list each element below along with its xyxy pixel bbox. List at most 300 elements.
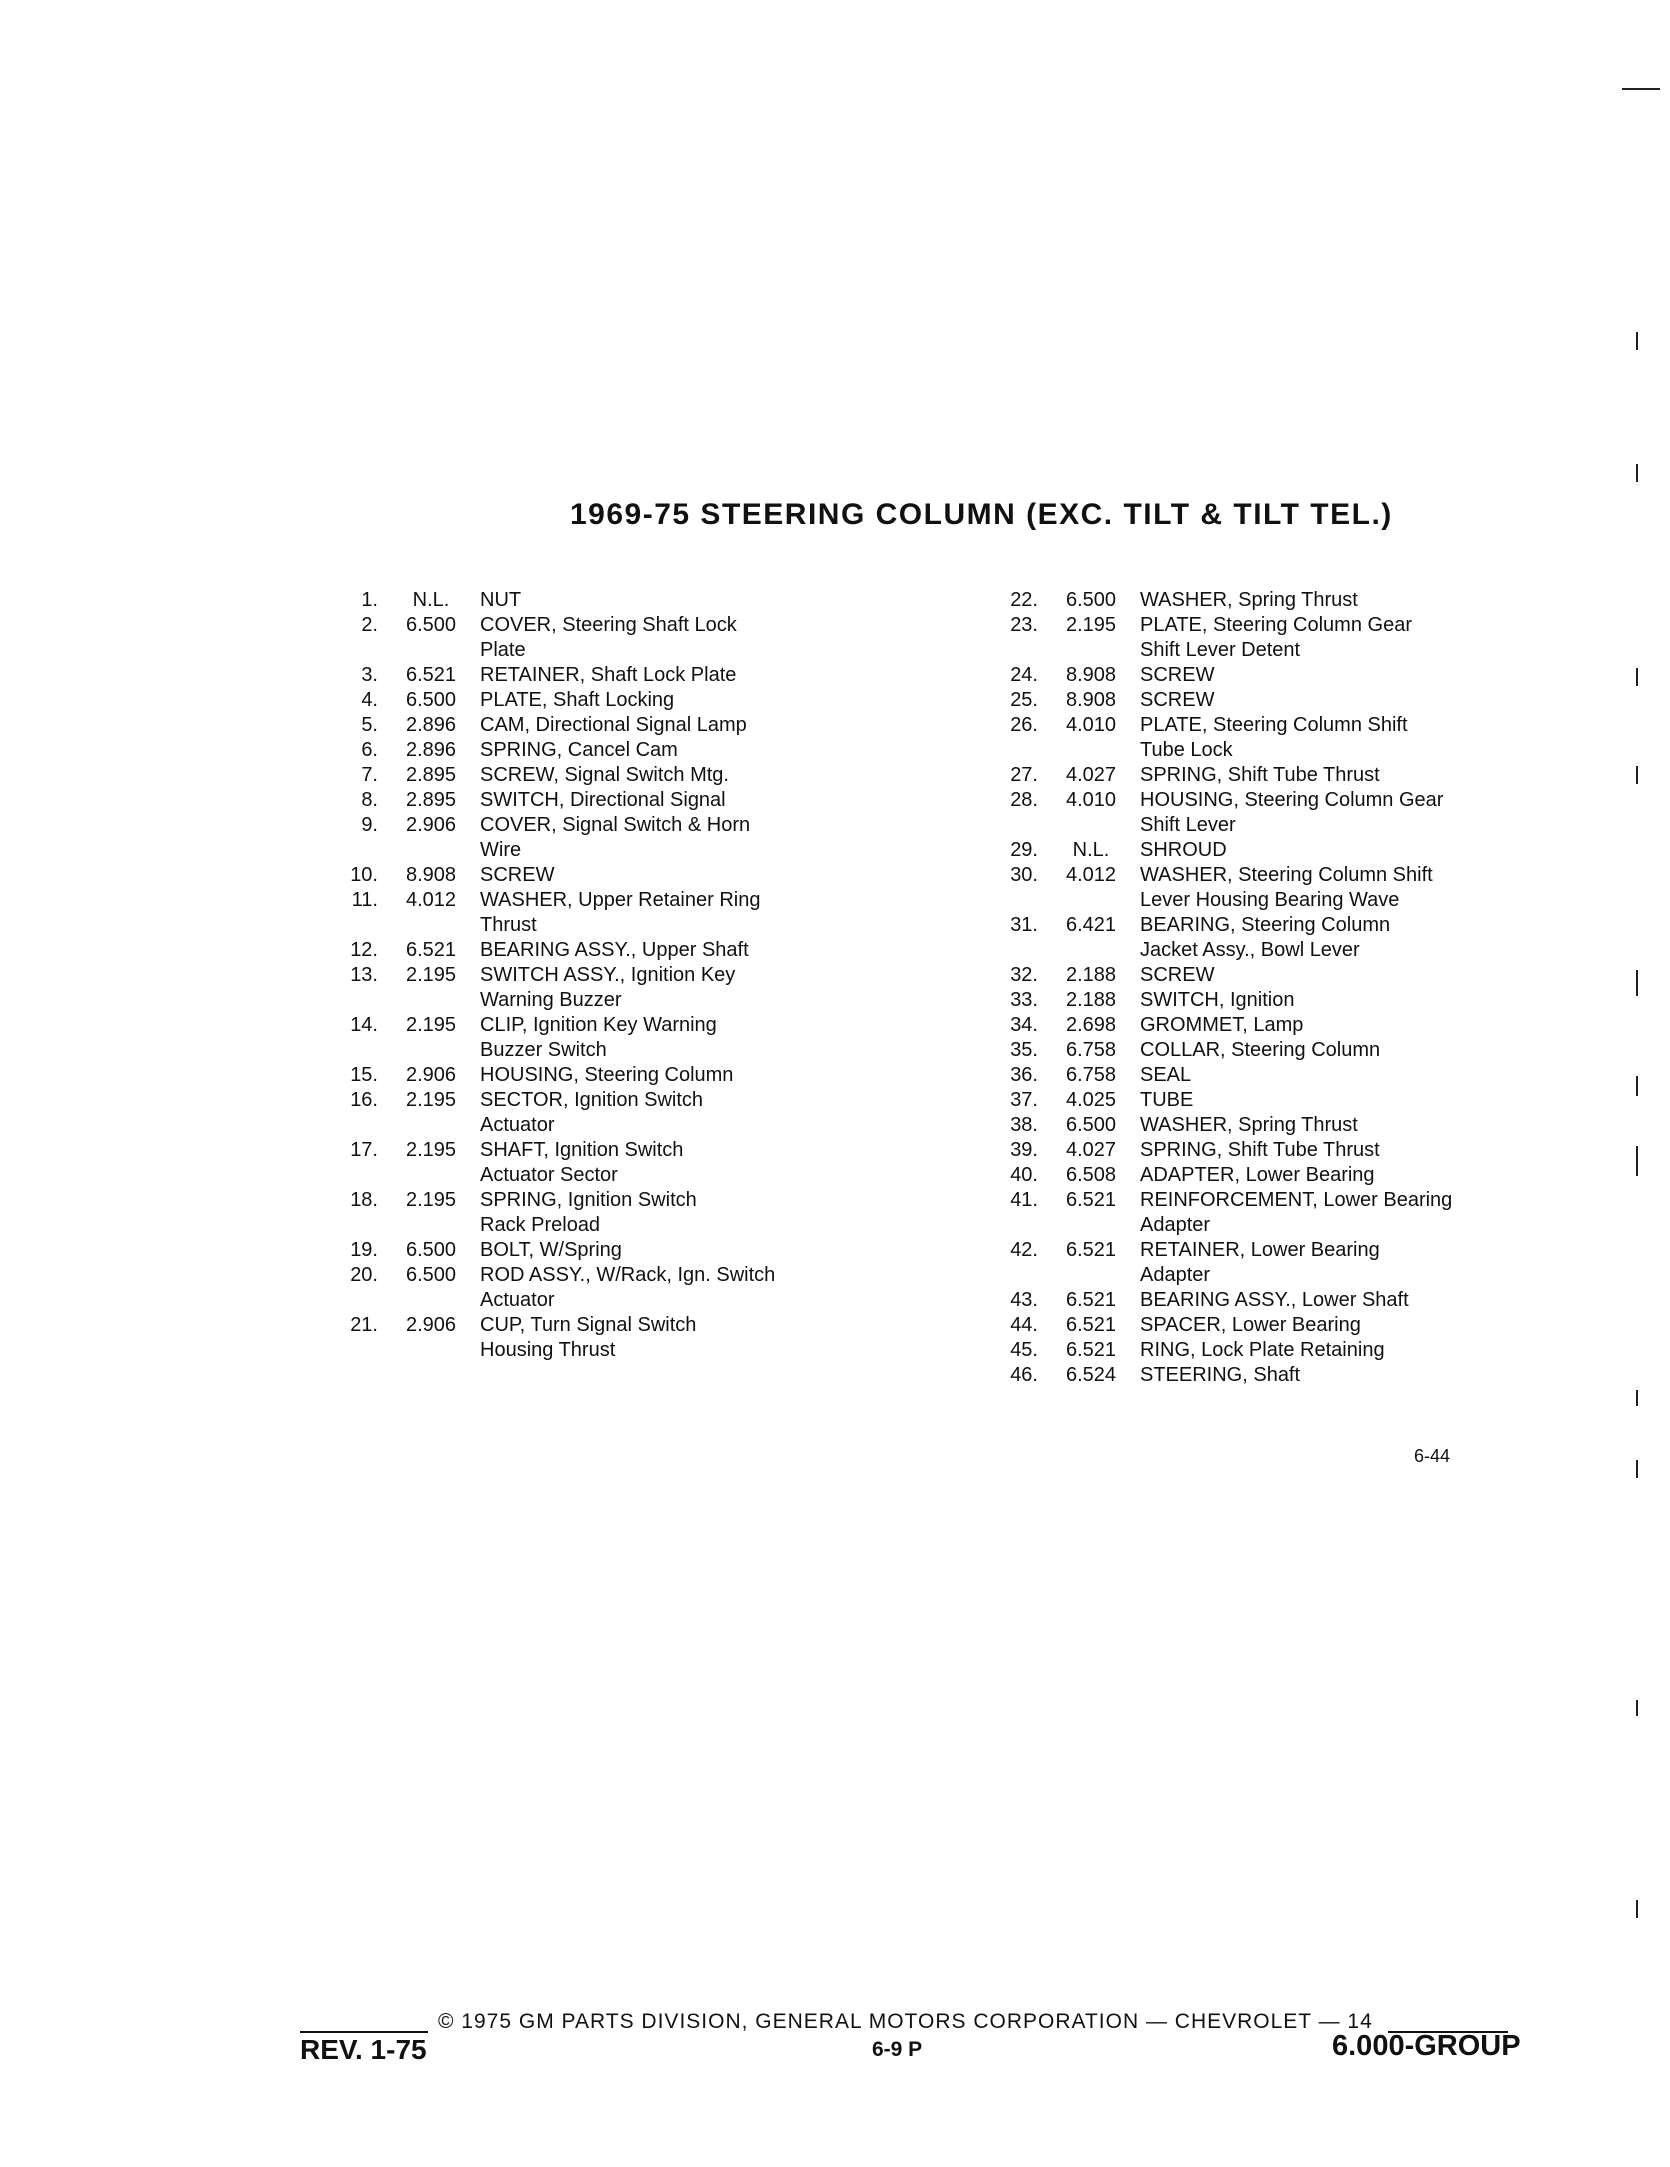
- group-code: 4.010: [1065, 714, 1117, 736]
- description-line: Rack Preload: [480, 1214, 601, 1236]
- list-item: [330, 688, 990, 713]
- group-code-cell: [378, 613, 466, 663]
- description-line: SPACER, Lower Bearing: [1140, 1314, 1361, 1336]
- group-code-cell: [1038, 1313, 1126, 1338]
- description-line: Tube Lock: [1140, 739, 1233, 761]
- group-code: 4.025: [1065, 1089, 1117, 1111]
- group-code-cell: [1038, 588, 1126, 613]
- scan-mark: [1636, 1460, 1638, 1478]
- item-number: 5.: [361, 714, 378, 736]
- group-code-cell: [1038, 688, 1126, 713]
- group-code-cell: [378, 738, 466, 763]
- description-line: Wire: [480, 839, 522, 861]
- description-line: Jacket Assy., Bowl Lever: [1140, 939, 1360, 961]
- part-description: [466, 1238, 990, 1263]
- item-number: 8.: [361, 789, 378, 811]
- description-line: BEARING ASSY., Lower Shaft: [1140, 1289, 1409, 1311]
- description-line: SCREW: [480, 864, 555, 886]
- group-code-cell: [378, 963, 466, 1013]
- group-code: 2.188: [1065, 964, 1117, 986]
- list-item: [990, 963, 1650, 988]
- list-item: [990, 588, 1650, 613]
- item-number: 6.: [361, 739, 378, 761]
- part-description: [1126, 588, 1650, 613]
- group-code: 8.908: [1065, 689, 1117, 711]
- list-item: [990, 1238, 1650, 1288]
- group-code-cell: [1038, 663, 1126, 688]
- group-code: 4.012: [1065, 864, 1117, 886]
- list-item: [990, 1188, 1650, 1238]
- item-number: 22.: [1010, 589, 1038, 611]
- list-item: [330, 813, 990, 863]
- description-line: REINFORCEMENT, Lower Bearing: [1140, 1189, 1453, 1211]
- item-number: 41.: [1010, 1189, 1038, 1211]
- item-number: 31.: [1010, 914, 1038, 936]
- group-code: 6.521: [405, 664, 457, 686]
- part-description: [466, 788, 990, 813]
- part-description: [1126, 1113, 1650, 1138]
- group-code: 6.500: [405, 689, 457, 711]
- description-line: GROMMET, Lamp: [1140, 1014, 1304, 1036]
- part-description: [466, 688, 990, 713]
- part-description: [1126, 763, 1650, 788]
- group-code: 6.758: [1065, 1064, 1117, 1086]
- description-line: SCREW: [1140, 664, 1215, 686]
- part-description: [466, 1138, 990, 1188]
- description-line: NUT: [480, 589, 522, 611]
- scan-mark: [1636, 1146, 1638, 1176]
- description-line: SPRING, Shift Tube Thrust: [1140, 1139, 1380, 1161]
- part-description: [1126, 913, 1650, 963]
- group-code-cell: [1038, 713, 1126, 763]
- description-line: HOUSING, Steering Column Gear: [1140, 789, 1444, 811]
- group-code-cell: [1038, 1188, 1126, 1238]
- description-line: COLLAR, Steering Column: [1140, 1039, 1381, 1061]
- list-item: [990, 1363, 1650, 1388]
- group-code-cell: [378, 713, 466, 738]
- list-item: [330, 863, 990, 888]
- item-number: 11.: [351, 889, 378, 911]
- part-description: [466, 1013, 990, 1063]
- item-number: 10.: [350, 864, 378, 886]
- group-code: 4.010: [1065, 789, 1117, 811]
- group-code: 2.195: [405, 1139, 457, 1161]
- description-line: Warning Buzzer: [480, 989, 622, 1011]
- part-description: [1126, 613, 1650, 663]
- list-item: [330, 1088, 990, 1138]
- list-item: [990, 1063, 1650, 1088]
- footer-revision: REV. 1-75: [300, 2034, 427, 2065]
- group-code-cell: [378, 688, 466, 713]
- description-line: Lever Housing Bearing Wave: [1140, 889, 1400, 911]
- description-line: BEARING ASSY., Upper Shaft: [480, 939, 749, 961]
- item-number: 32.: [1010, 964, 1038, 986]
- item-number: 36.: [1010, 1064, 1038, 1086]
- item-number: 38.: [1010, 1114, 1038, 1136]
- group-code: 6.524: [1065, 1364, 1117, 1386]
- description-line: SEAL: [1140, 1064, 1192, 1086]
- group-code: 6.521: [1065, 1339, 1117, 1361]
- description-line: SPRING, Shift Tube Thrust: [1140, 764, 1380, 786]
- part-description: [1126, 1188, 1650, 1238]
- group-code-cell: [378, 1313, 466, 1363]
- list-item: [990, 863, 1650, 913]
- description-line: Adapter: [1140, 1264, 1211, 1286]
- part-description: [466, 663, 990, 688]
- description-line: Buzzer Switch: [480, 1039, 607, 1061]
- group-code: 2.896: [405, 739, 457, 761]
- group-code-cell: [378, 1063, 466, 1088]
- item-number: 29.: [1010, 839, 1038, 861]
- item-number: 17.: [350, 1139, 378, 1161]
- group-code-cell: [1038, 1038, 1126, 1063]
- group-code: 6.421: [1065, 914, 1117, 936]
- item-number: 12.: [350, 939, 378, 961]
- group-code-cell: [1038, 1138, 1126, 1163]
- group-code: 6.521: [1065, 1239, 1117, 1261]
- list-item: [330, 1013, 990, 1063]
- item-number: 19.: [350, 1239, 378, 1261]
- page-title: 1969-75 STEERING COLUMN (EXC. TILT & TILT TEL.): [570, 498, 1393, 531]
- part-description: [466, 1263, 990, 1313]
- group-code: 2.195: [405, 1189, 457, 1211]
- description-line: WASHER, Spring Thrust: [1140, 589, 1358, 611]
- group-code-cell: [378, 863, 466, 888]
- list-item: [990, 1138, 1650, 1163]
- item-number: 40.: [1010, 1164, 1038, 1186]
- description-line: CAM, Directional Signal Lamp: [480, 714, 747, 736]
- group-code-cell: [378, 813, 466, 863]
- group-code: 2.195: [405, 964, 457, 986]
- item-number: 25.: [1010, 689, 1038, 711]
- list-item: [990, 1013, 1650, 1038]
- list-item: [990, 1313, 1650, 1338]
- part-description: [1126, 663, 1650, 688]
- description-line: SHAFT, Ignition Switch: [480, 1139, 684, 1161]
- group-code: 6.508: [1065, 1164, 1117, 1186]
- list-item: [330, 938, 990, 963]
- description-line: CLIP, Ignition Key Warning: [480, 1014, 717, 1036]
- group-code-cell: [1038, 1088, 1126, 1113]
- group-code: 2.906: [405, 1314, 457, 1336]
- parts-list-right: [990, 588, 1650, 1388]
- group-code-cell: [378, 663, 466, 688]
- part-description: [1126, 713, 1650, 763]
- group-code-cell: [378, 1088, 466, 1138]
- description-line: Thrust: [480, 914, 537, 936]
- list-item: [330, 1188, 990, 1238]
- description-line: TUBE: [1140, 1089, 1194, 1111]
- part-description: [466, 763, 990, 788]
- group-code-cell: [1038, 988, 1126, 1013]
- item-number: 4.: [361, 689, 378, 711]
- scan-mark: [1636, 1900, 1638, 1918]
- group-code: 2.195: [1065, 614, 1117, 636]
- item-number: 7.: [361, 764, 378, 786]
- item-number: 14.: [350, 1014, 378, 1036]
- group-code-cell: [1038, 763, 1126, 788]
- description-line: Actuator: [480, 1114, 555, 1136]
- description-line: RING, Lock Plate Retaining: [1140, 1339, 1385, 1361]
- group-code: 2.906: [405, 1064, 457, 1086]
- group-code: 2.195: [405, 1089, 457, 1111]
- group-code: 2.896: [405, 714, 457, 736]
- part-description: [466, 713, 990, 738]
- list-item: [990, 1288, 1650, 1313]
- description-line: RETAINER, Lower Bearing: [1140, 1239, 1380, 1261]
- item-number: 45.: [1010, 1339, 1038, 1361]
- group-code: 2.195: [405, 1014, 457, 1036]
- scan-mark: [1636, 1700, 1638, 1716]
- group-code: 8.908: [405, 864, 457, 886]
- list-item: [990, 688, 1650, 713]
- item-number: 39.: [1010, 1139, 1038, 1161]
- group-code: 6.500: [405, 1239, 457, 1261]
- description-line: SWITCH, Directional Signal: [480, 789, 726, 811]
- list-item: [330, 888, 990, 938]
- item-number: 30.: [1010, 864, 1038, 886]
- part-description: [466, 888, 990, 938]
- description-line: SHROUD: [1140, 839, 1227, 861]
- description-line: SCREW: [1140, 964, 1215, 986]
- part-description: [1126, 688, 1650, 713]
- part-description: [1126, 1138, 1650, 1163]
- description-line: WASHER, Steering Column Shift: [1140, 864, 1433, 886]
- list-item: [330, 788, 990, 813]
- item-number: 46.: [1010, 1364, 1038, 1386]
- description-line: RETAINER, Shaft Lock Plate: [480, 664, 737, 686]
- part-description: [1126, 1238, 1650, 1288]
- part-description: [466, 613, 990, 663]
- scan-mark: [1636, 668, 1638, 686]
- part-description: [466, 963, 990, 1013]
- footer-page-code: 6-9 P: [872, 2038, 923, 2061]
- list-item: [330, 1238, 990, 1263]
- description-line: SWITCH ASSY., Ignition Key: [480, 964, 736, 986]
- part-description: [1126, 988, 1650, 1013]
- item-number: 9.: [361, 814, 378, 836]
- list-item: [990, 1338, 1650, 1363]
- scan-mark: [1636, 970, 1638, 996]
- group-code-cell: [378, 1188, 466, 1238]
- scan-mark: [1636, 332, 1638, 350]
- list-item: [990, 1113, 1650, 1138]
- part-description: [466, 1088, 990, 1138]
- item-number: 23.: [1010, 614, 1038, 636]
- group-code-cell: [1038, 1288, 1126, 1313]
- group-code: 4.027: [1065, 764, 1117, 786]
- group-code-cell: [378, 1263, 466, 1313]
- group-code: N.L.: [1072, 839, 1110, 861]
- item-number: 16.: [350, 1089, 378, 1111]
- group-code-cell: [1038, 863, 1126, 913]
- description-line: ADAPTER, Lower Bearing: [1140, 1164, 1375, 1186]
- list-item: [330, 1263, 990, 1313]
- scan-mark: [1636, 1076, 1638, 1096]
- list-item: [990, 763, 1650, 788]
- description-line: PLATE, Shaft Locking: [480, 689, 675, 711]
- parts-list-left: [330, 588, 990, 1363]
- group-code: 6.500: [405, 614, 457, 636]
- group-code-cell: [1038, 1063, 1126, 1088]
- group-code-cell: [1038, 788, 1126, 838]
- scan-mark: [1636, 464, 1638, 482]
- group-code-cell: [378, 1238, 466, 1263]
- description-line: COVER, Signal Switch & Horn: [480, 814, 751, 836]
- description-line: Housing Thrust: [480, 1339, 616, 1361]
- description-line: SCREW: [1140, 689, 1215, 711]
- item-number: 24.: [1010, 664, 1038, 686]
- description-line: WASHER, Upper Retainer Ring: [480, 889, 761, 911]
- group-code-cell: [1038, 1013, 1126, 1038]
- item-number: 44.: [1010, 1314, 1038, 1336]
- list-item: [990, 913, 1650, 963]
- item-number: 42.: [1010, 1239, 1038, 1261]
- description-line: ROD ASSY., W/Rack, Ign. Switch: [480, 1264, 776, 1286]
- part-description: [466, 1313, 990, 1363]
- description-line: Shift Lever: [1140, 814, 1236, 836]
- item-number: 28.: [1010, 789, 1038, 811]
- group-code: 6.521: [1065, 1289, 1117, 1311]
- list-item: [990, 1038, 1650, 1063]
- group-code: 6.500: [1065, 1114, 1117, 1136]
- part-description: [1126, 1338, 1650, 1363]
- description-line: Actuator Sector: [480, 1164, 618, 1186]
- group-code: 6.521: [405, 939, 457, 961]
- item-number: 1.: [361, 589, 378, 611]
- description-line: HOUSING, Steering Column: [480, 1064, 734, 1086]
- part-description: [1126, 1038, 1650, 1063]
- description-line: Plate: [480, 639, 526, 661]
- group-code-cell: [1038, 913, 1126, 963]
- group-code: 2.188: [1065, 989, 1117, 1011]
- part-description: [1126, 1288, 1650, 1313]
- group-code-cell: [378, 1013, 466, 1063]
- description-line: SCREW, Signal Switch Mtg.: [480, 764, 729, 786]
- description-line: Actuator: [480, 1289, 555, 1311]
- group-code: 4.012: [405, 889, 457, 911]
- group-code-cell: [1038, 1238, 1126, 1288]
- group-code-cell: [1038, 1163, 1126, 1188]
- footer-rule-left: [300, 2031, 428, 2033]
- group-code-cell: [378, 938, 466, 963]
- description-line: BOLT, W/Spring: [480, 1239, 622, 1261]
- item-number: 26.: [1010, 714, 1038, 736]
- description-line: Adapter: [1140, 1214, 1211, 1236]
- description-line: SWITCH, Ignition: [1140, 989, 1295, 1011]
- part-description: [1126, 863, 1650, 913]
- list-item: [990, 613, 1650, 663]
- part-description: [1126, 788, 1650, 838]
- description-line: STEERING, Shaft: [1140, 1364, 1301, 1386]
- group-code: 8.908: [1065, 664, 1117, 686]
- part-description: [1126, 1313, 1650, 1338]
- part-description: [1126, 1063, 1650, 1088]
- description-line: Shift Lever Detent: [1140, 639, 1301, 661]
- description-line: SECTOR, Ignition Switch: [480, 1089, 704, 1111]
- item-number: 3.: [361, 664, 378, 686]
- list-item: [330, 613, 990, 663]
- part-description: [466, 863, 990, 888]
- group-code: 2.906: [405, 814, 457, 836]
- part-description: [1126, 1363, 1650, 1388]
- list-item: [990, 1088, 1650, 1113]
- group-code-cell: [1038, 1363, 1126, 1388]
- item-number: 15.: [350, 1064, 378, 1086]
- list-item: [990, 713, 1650, 763]
- group-code-cell: [378, 888, 466, 938]
- list-item: [330, 738, 990, 763]
- group-code: 6.521: [1065, 1189, 1117, 1211]
- group-code: 6.500: [1065, 589, 1117, 611]
- part-description: [466, 938, 990, 963]
- part-description: [1126, 963, 1650, 988]
- description-line: CUP, Turn Signal Switch: [480, 1314, 697, 1336]
- list-item: [330, 588, 990, 613]
- description-line: SPRING, Cancel Cam: [480, 739, 678, 761]
- part-description: [466, 1063, 990, 1088]
- footer-group: 6.000-GROUP: [1332, 2030, 1521, 2062]
- group-code-cell: [1038, 838, 1126, 863]
- part-description: [1126, 1088, 1650, 1113]
- description-line: COVER, Steering Shaft Lock: [480, 614, 737, 636]
- list-item: [330, 713, 990, 738]
- description-line: PLATE, Steering Column Gear: [1140, 614, 1412, 636]
- group-code-cell: [1038, 963, 1126, 988]
- group-code: 2.895: [405, 764, 457, 786]
- scan-mark: [1636, 766, 1638, 784]
- item-number: 2.: [361, 614, 378, 636]
- group-code: 4.027: [1065, 1139, 1117, 1161]
- list-item: [330, 763, 990, 788]
- item-number: 34.: [1010, 1014, 1038, 1036]
- part-description: [1126, 838, 1650, 863]
- list-item: [330, 963, 990, 1013]
- part-description: [466, 1188, 990, 1238]
- list-item: [990, 788, 1650, 838]
- item-number: 20.: [350, 1264, 378, 1286]
- scan-mark: [1622, 88, 1660, 90]
- description-line: SPRING, Ignition Switch: [480, 1189, 697, 1211]
- item-number: 13.: [350, 964, 378, 986]
- description-line: WASHER, Spring Thrust: [1140, 1114, 1358, 1136]
- scan-mark: [1636, 1390, 1638, 1406]
- item-number: 18.: [350, 1189, 378, 1211]
- group-code: 6.500: [405, 1264, 457, 1286]
- group-code-cell: [1038, 1338, 1126, 1363]
- group-code-cell: [378, 588, 466, 613]
- list-item: [990, 1163, 1650, 1188]
- list-item: [990, 663, 1650, 688]
- group-code-cell: [378, 763, 466, 788]
- footer-copyright: © 1975 GM PARTS DIVISION, GENERAL MOTORS CORPORATION — CHEVROLET — 14: [438, 2010, 1373, 2033]
- list-item: [330, 1138, 990, 1188]
- group-code: 6.521: [1065, 1314, 1117, 1336]
- description-line: BEARING, Steering Column: [1140, 914, 1391, 936]
- list-item: [990, 988, 1650, 1013]
- item-number: 27.: [1010, 764, 1038, 786]
- group-code: N.L.: [412, 589, 450, 611]
- group-code-cell: [378, 1138, 466, 1188]
- group-code: 2.895: [405, 789, 457, 811]
- page-number: 6-44: [1414, 1446, 1451, 1466]
- list-item: [330, 1063, 990, 1088]
- part-description: [466, 813, 990, 863]
- part-description: [1126, 1163, 1650, 1188]
- group-code-cell: [1038, 1113, 1126, 1138]
- item-number: 21.: [350, 1314, 378, 1336]
- group-code-cell: [378, 788, 466, 813]
